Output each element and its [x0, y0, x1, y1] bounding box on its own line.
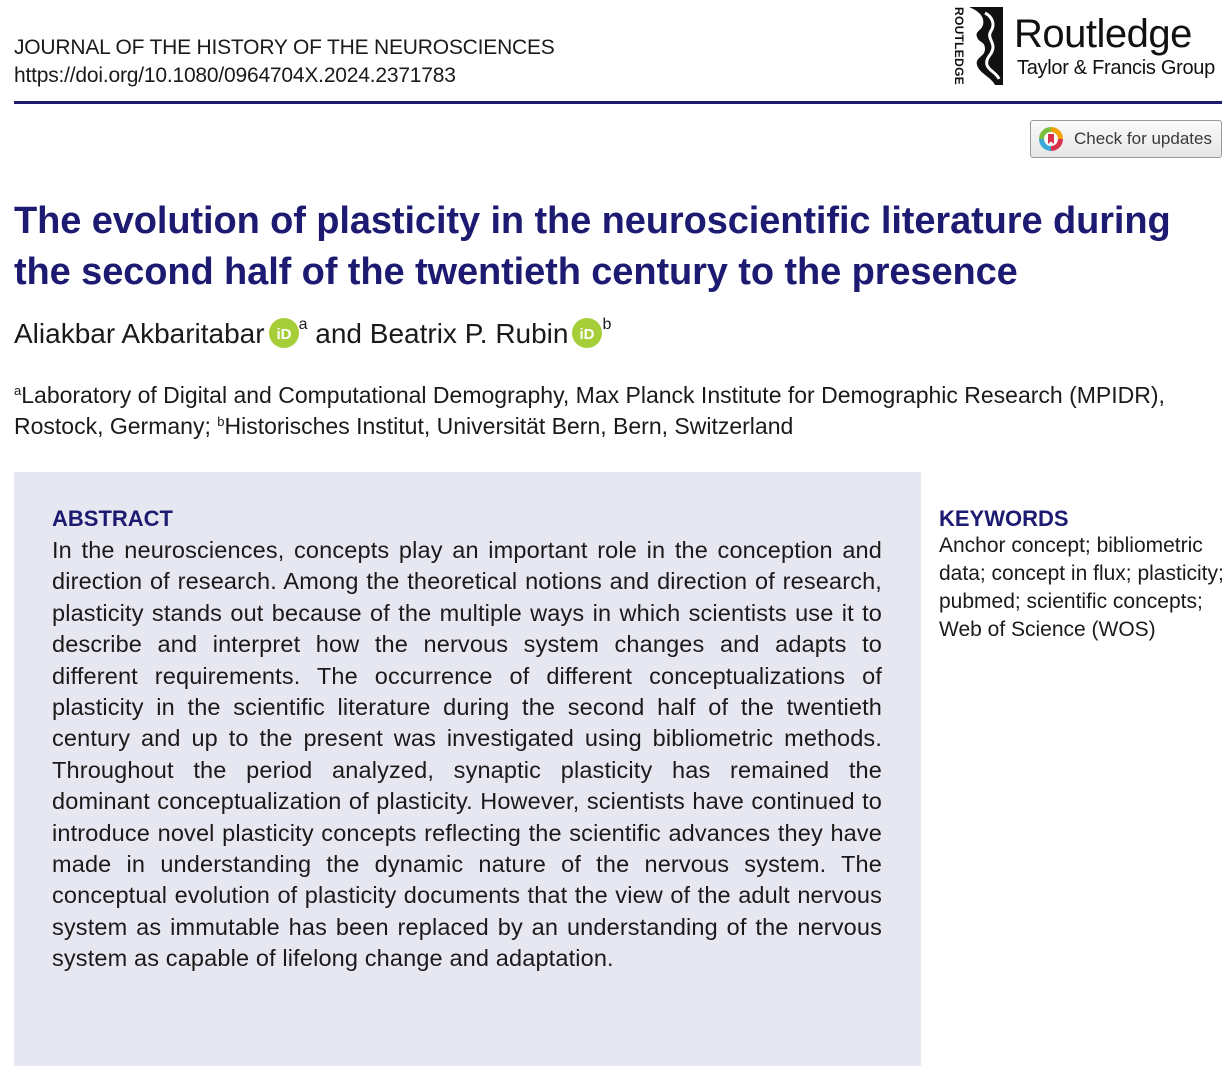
routledge-faces-icon [965, 7, 1003, 85]
affiliations [14, 380, 1214, 442]
affiliation-mark: b [602, 316, 612, 333]
keywords-text: Anchor concept; bibliometric data; concept in flux; plasticity; pubmed; scientific concepts; Web of Science (WOS) [939, 534, 1224, 641]
orcid-icon[interactable] [269, 318, 299, 348]
crossmark-icon [1038, 126, 1064, 152]
affiliation-text: Laboratory of Digital and Computational Demography, Max Planck Institute for Demographic Research (MPIDR), Rostock, Germany; [14, 382, 1165, 439]
publisher-group: Taylor & Francis Group [1017, 57, 1215, 79]
journal-name: JOURNAL OF THE HISTORY OF THE NEUROSCIENCES [14, 36, 555, 59]
affiliation-text: Historisches Institut, Universität Bern, Bern, Switzerland [224, 413, 794, 439]
header-divider [14, 101, 1222, 104]
author-name[interactable]: Aliakbar Akbaritabar [14, 318, 265, 349]
affiliation-mark: a [14, 383, 22, 398]
publisher-name: Routledge [1014, 12, 1192, 56]
svg-text:iD: iD [579, 326, 595, 343]
abstract-panel [14, 472, 921, 1066]
author-list [14, 316, 611, 352]
article-title: The evolution of plasticity in the neuroscientific literature during the second half of the twentieth century to the presence [14, 200, 1171, 293]
keywords-heading: KEYWORDS [939, 506, 1069, 531]
publisher-logo[interactable] [948, 7, 1223, 85]
abstract-heading: ABSTRACT [52, 506, 173, 531]
publisher-vertical-text: ROUTLEDGE [952, 6, 967, 86]
affiliation-mark: a [298, 316, 308, 333]
journal-header [14, 34, 555, 90]
author-name[interactable]: Beatrix P. Rubin [369, 318, 569, 349]
check-for-updates-label: Check for updates [1074, 129, 1212, 148]
orcid-icon[interactable] [572, 318, 602, 348]
affiliation-mark: b [217, 414, 225, 429]
author-joiner: and [307, 318, 370, 349]
svg-text:iD: iD [276, 326, 292, 343]
doi-link[interactable]: https://doi.org/10.1080/0964704X.2024.2371783 [14, 64, 456, 87]
check-for-updates-button[interactable] [1030, 120, 1222, 158]
abstract-text: In the neurosciences, concepts play an important role in the conception and direction of research. Among the theoretical notions and direction of research, plasticity stands out because of the multiple ways in which scientists use it to describe and interpret how the nervous system changes and adapts to different requirements. The occurrence of different conceptualizations of plasticity in the scientific literature during the second half of the twentieth century and up to the present was investigated using bibliometric methods. Throughout the period analyzed, synaptic plasticity has remained the dominant conceptualization of plasticity. However, scientists have continued to introduce novel plasticity concepts reflecting the scientific advances they have made in understanding the dynamic nature of the nervous system. The conceptual evolution of plasticity documents that the view of the adult nervous system as immutable has been replaced by an understanding of the nervous system as capable of lifelong change and adaptation. [52, 537, 882, 972]
